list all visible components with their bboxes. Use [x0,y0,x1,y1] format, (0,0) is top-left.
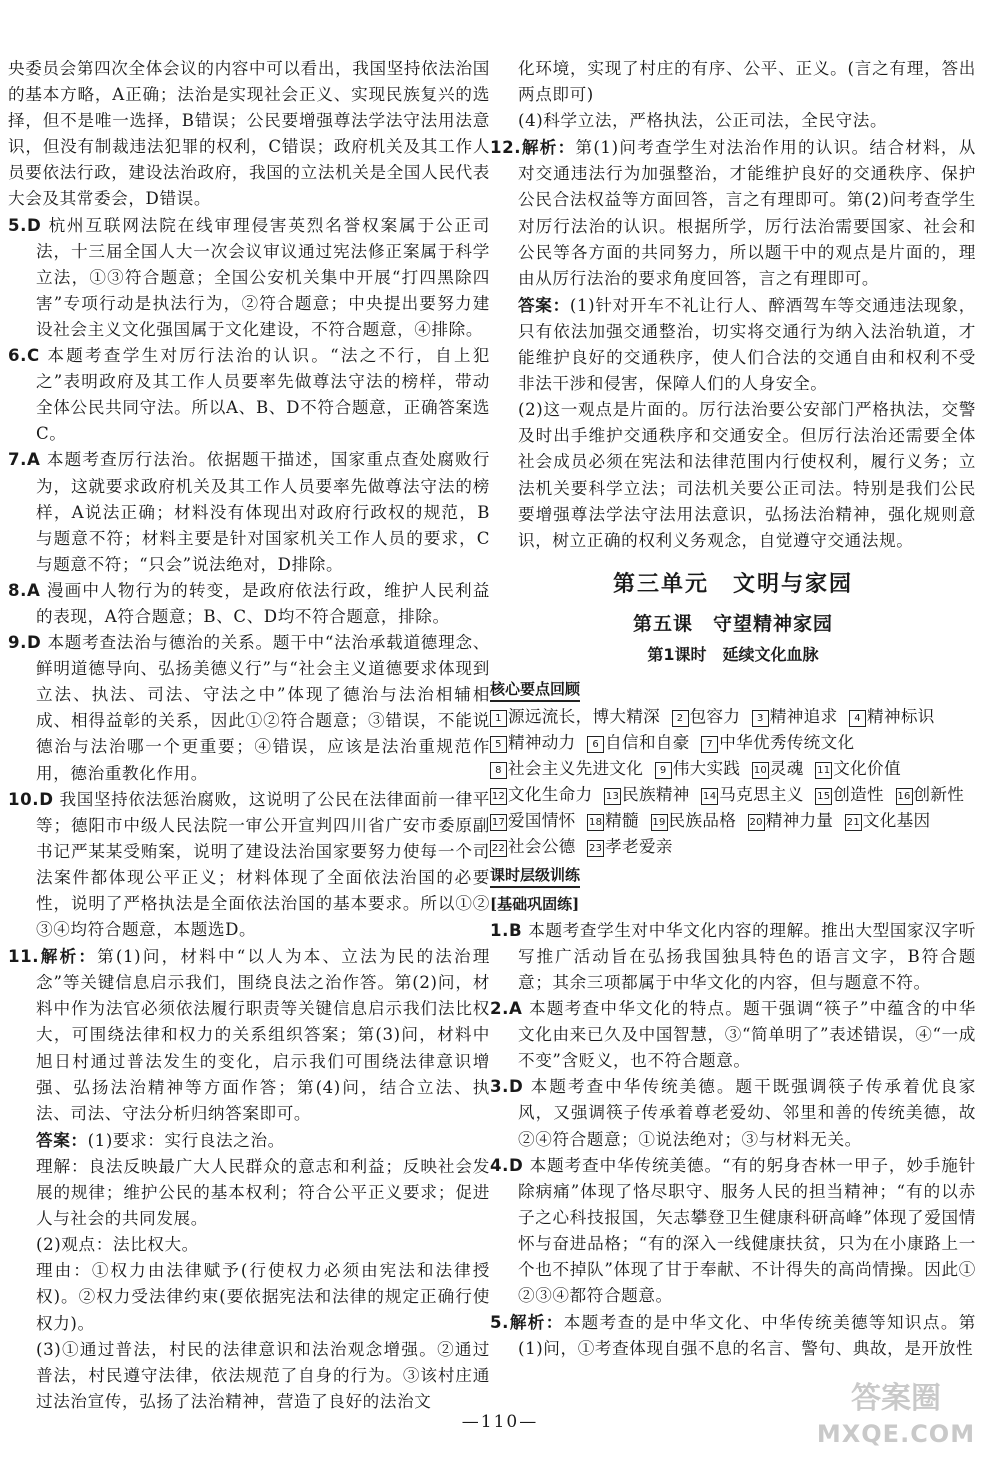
key-point-number: 5 [490,736,507,753]
key-point-text: 精髓 [605,810,639,830]
key-point-number: 17 [490,814,507,831]
item-text: 本题考查学生对厉行法治的认识。“法之不行，自上犯之”表明政府及其工作人员要率先做尊法守法的榜样，带动全体公民共同守法。所以A、B、D不符合题意，正确答案选C。 [36,346,490,444]
key-point-text: 灵魂 [769,758,804,778]
answer-item-9 [8,630,490,787]
key-point-text: 孝老爱亲 [605,836,673,856]
analysis-label: 解析： [521,137,576,158]
key-point-item [651,811,737,830]
key-point-number: 15 [815,788,832,805]
key-point-number: 8 [490,762,507,779]
key-point-item [490,811,576,830]
item-number: 9.D [8,633,42,653]
key-point-item [701,733,854,752]
key-point-text: 精神动力 [508,732,576,752]
watermark-logo [806,1380,986,1460]
key-point-text: 文化基因 [862,810,931,830]
key-point-number: 20 [748,814,765,831]
key-point-text: 包容力 [689,706,741,726]
analysis-text: 第(1)问考查学生对法治作用的认识。结合材料，从对交通违法行为加强整治，才能维护良好的交通秩序、保护公民合法权益等方面回答，言之有理即可。第(2)问考查学生对厉行法治的认识。根据所学，厉行法治需要国家、社会和公民等各方面的共同努力，所以题干中的观点是片面的，理由从厉行法治的要求角度回答，言之有理即可。 [518,138,976,288]
key-point-item [587,733,689,752]
key-point-number: 14 [701,788,718,805]
item-text: 杭州互联网法院在线审理侵害英烈名誉权案属于公正司法，十三届全国人大一次会议审议通过宪法修正案属于科学立法，①③符合题意；全国公安机关集中开展“打四黑除四害”专项行动是执法行为，②符合题意；中央提出要努力建设社会主义文化强国属于文化建设，不符合题意，④排除。 [36,215,490,339]
answer-label: 答案： [36,1129,88,1150]
continued-answer-line: 化环境，实现了村庄的有序、公平、正义。(言之有理，答出两点即可) [518,59,976,105]
item-number: 10.D [8,789,54,809]
key-point-item [896,785,965,804]
key-point-text: 社会主义先进文化 [508,758,644,778]
key-point-text: 伟大实践 [672,758,741,778]
key-point-item [490,733,576,752]
watermark-text: 答案圈 [851,1381,941,1416]
answer-item-4 [490,1153,976,1310]
answer-line: 理解：良法反映最广大人民群众的意志和利益；反映社会发展的规律；维护公民的基本权利；符合公平正义要求；促进人与社会的共同发展。 [36,1156,490,1229]
key-point-number: 10 [752,762,769,779]
item-text: 本题考查中华文化的特点。题干强调“筷子”中蕴含的中华文化由来已久及中国智慧，③“简单明了”表述错误，④“一成不变”含贬义，也不符合题意。 [518,999,976,1071]
watermark-domain: MXQE.COM [816,1420,976,1448]
continued-answer-line: (4)科学立法，严格执法，公正司法，全民守法。 [518,111,888,131]
item-number: 5.D [8,215,42,235]
item-number: 12. [490,138,522,158]
key-point-item [701,785,803,804]
key-point-text: 民族精神 [622,784,690,804]
key-point-item [849,707,935,726]
item-number: 1.B [490,920,523,940]
item-number: 6.C [8,346,40,366]
analysis-text: 本题考查的是中华文化、中华传统美德等知识点。第(1)问，①考查体现自强不息的名言、警句、典故，是开放性 [518,1313,976,1359]
item-number: 4.D [490,1155,524,1175]
key-point-number: 9 [655,762,672,779]
key-point-text: 精神力量 [765,810,834,830]
answer-item-1 [490,918,976,996]
key-points-list [490,704,976,860]
answer-item-6 [8,343,490,447]
item-number: 11. [8,947,40,967]
key-point-number: 13 [604,788,621,805]
answer-line: 理由：①权力由法律赋予(行使权力必须由宪法和法律授权)。②权力受法律约束(要依据宪法和法律的规定正确行使权力)。 [36,1261,490,1333]
key-point-number: 1 [490,710,507,727]
key-point-number: 7 [701,736,718,753]
item-number: 5. [490,1313,510,1333]
continued-paragraph: 央委员会第四次全体会议的内容中可以看出，我国坚持依法治国的基本方略，A正确；法治是实现社会正义、实现民族复兴的选择，但不是唯一选择，B错误；公民要增强尊法学法守法用法意识，但没有制裁违法犯罪的权利，C错误；政府机关及其工作人员要依法行政，建设法治政府，我国的立法机关是全国人民代表大会及其常委会，D错误。 [8,59,490,209]
answer-item-3 [490,1074,976,1152]
answer-line: 答案：(1)要求：实行良法之治。 [36,1129,285,1150]
key-point-number: 21 [845,814,862,831]
key-point-item [604,785,690,804]
key-point-item [490,837,576,856]
item-text: 本题考查学生对中华文化内容的理解。推出大型国家汉字听写推广活动旨在弘扬我国独具特色的语言文字，B符合题意；其余三项都属于中华文化的内容，但与题意不符。 [518,920,976,992]
key-point-item [815,759,901,778]
key-point-number: 6 [587,736,604,753]
key-point-item [655,759,741,778]
key-point-item [752,759,804,778]
key-point-item [490,707,660,726]
answer-label: 答案： [518,294,570,315]
answer-item-10 [8,787,490,944]
key-point-text: 创造性 [833,784,884,804]
answer-item-7 [8,447,490,577]
section-heading-training: 课时层级训练 [490,864,580,888]
key-point-number: 12 [490,788,507,805]
answer-item-12 [490,134,976,292]
answer-item-8 [8,578,490,630]
key-point-text: 爱国情怀 [508,810,576,830]
item-text: 本题考查中华传统美德。“有的躬身杏林一甲子，妙手施针除病痛”体现了恪尽职守、服务人民的担当精神；“有的以赤子之心科技报国，矢志攀登卫生健康科研高峰”体现了爱国情怀与奋进品格；“有的深入一线健康扶贫，只为在小康路上一个也不掉队”体现了甘于奉献、不计得失的高尚情操。因此①②③④都符合题意。 [518,1155,976,1306]
item-text: 本题考查厉行法治。依据题干描述，国家重点查处腐败行为，这就要求政府机关及其工作人员要率先做尊法守法的榜样，A说法正确；材料没有体现出对政府行政权的规范，B与题意不符；材料主要是针对国家机关工作人员的要求，C与题意不符；“只会”说法绝对，D排除。 [36,450,490,574]
key-point-number: 3 [752,710,769,727]
answer-item-2 [490,996,976,1074]
answer-line: (2)观点：法比权大。 [36,1235,199,1255]
key-point-item [587,837,673,856]
key-point-number: 16 [896,788,913,805]
key-point-item [752,707,838,726]
key-point-text: 精神标识 [867,706,935,726]
key-point-text: 文化生命力 [508,784,593,804]
analysis-label: 解析： [39,946,98,967]
item-text: 本题考查中华传统美德。题干既强调筷子传承着优良家风，又强调筷子传承着尊老爱幼、邻里和善的传统美德，故②④符合题意；①说法绝对；③与材料无关。 [518,1077,976,1149]
key-point-number: 23 [587,840,604,857]
item-number: 8.A [8,580,41,600]
key-point-number: 11 [815,762,832,779]
key-point-text: 中华优秀传统文化 [719,732,855,752]
item-number: 7.A [8,450,41,470]
key-point-text: 马克思主义 [719,784,804,804]
key-point-text: 创新性 [913,784,965,804]
lesson-title: 第五课 守望精神家园 [632,612,833,635]
answer-item-5-analysis [490,1309,976,1362]
key-point-text: 精神追求 [769,706,838,726]
key-point-number: 4 [849,710,866,727]
key-point-text: 社会公德 [508,836,576,856]
basic-practice-heading: [基础巩固练] [490,894,580,913]
key-point-number: 19 [651,814,668,831]
section-heading-core-points: 核心要点回顾 [490,678,580,702]
key-point-text: 民族品格 [668,810,737,830]
key-point-text: 自信和自豪 [605,732,690,752]
analysis-label: 解析： [509,1312,564,1333]
item-text: 漫画中人物行为的转变，是政府依法行政，维护人民利益的表现，A符合题意；B、C、D均不符合题意，排除。 [36,580,490,626]
key-point-text: 源远流长，博大精深 [508,706,661,726]
answer-line: 答案：(1)针对开车不礼让行人、醉酒驾车等交通违法现象，只有依法加强交通整治，切实将交通行为纳入法治轨道，才能维护良好的交通秩序，使人们合法的交通自由和权利不受非法干涉和侵害，保障人们的人身安全。 [518,294,976,394]
key-point-number: 18 [587,814,604,831]
key-point-text: 文化价值 [833,758,901,778]
key-point-item [845,811,931,830]
answer-line: (2)这一观点是片面的。厉行法治要公安部门严格执法，交警及时出手维护交通秩序和交通安全。但厉行法治还需要全体社会成员必须在宪法和法律范围内行使权利，履行义务；立法机关要科学立法；司法机关要公正司法。特别是我们公民要增强尊法学法守法用法意识，弘扬法治精神，强化规则意识，树立正确的权利义务观念，自觉遵守交通法规。 [518,400,976,550]
page-number: —110— [461,1412,539,1432]
left-column [8,56,490,1415]
analysis-text: 第(1)问，材料中“以人为本、立法为民的法治理念”等关键信息启示我们，围绕良法之治作答。第(2)问，材料中作为法官必须依法履行职责等关键信息启示我们法比权大，可围绕法律和权力的关系组织答案；第(3)问，材料中旭日村通过普法发生的变化，启示我们可围绕法律意识增强、弘扬法治精神等方面作答；第(4)问，结合立法、执法、司法、守法分析归纳答案即可。 [36,947,490,1123]
answer-line: (3)①通过普法，村民的法律意识和法治观念增强。②通过普法，村民遵守法律，依法规范了自身的行为。③该村庄通过法治宣传，弘扬了法治精神，营造了良好的法治文 [36,1339,490,1411]
item-text: 我国坚持依法惩治腐败，这说明了公民在法律面前一律平等；德阳市中级人民法院一审公开宣判四川省广安市委原副书记严某某受贿案，说明了建设法治国家要努力使每一个司法案件都体现公平正义；材料体现了全面依法治国的必要性，说明了严格执法是全面依法治国的基本要求。所以①②③④均符合题意，本题选D。 [36,789,490,940]
period-title: 第1课时 延续文化血脉 [647,644,819,664]
key-point-item [748,811,834,830]
key-point-item [490,759,643,778]
key-point-item [672,707,741,726]
answer-item-5 [8,213,490,343]
item-number: 2.A [490,999,523,1019]
right-column [490,56,976,1362]
key-point-number: 22 [490,840,507,857]
key-point-number: 2 [672,710,689,727]
item-text: 本题考查法治与德治的关系。题干中“法治承载道德理念、鲜明道德导向、弘扬美德义行”与“社会主义道德要求体现到立法、执法、司法、守法之中”体现了德治与法治相辅相成、相得益彰的关系，因此①②符合题意；③错误，不能说德治与法治哪一个更重要；④错误，应该是法治重规范作用，德治重教化作用。 [36,633,490,783]
unit-title: 第三单元 文明与家园 [612,571,853,597]
key-point-item [587,811,639,830]
key-point-item [490,785,592,804]
item-number: 3.D [490,1077,524,1097]
key-point-item [815,785,884,804]
answer-item-11 [8,943,490,1127]
